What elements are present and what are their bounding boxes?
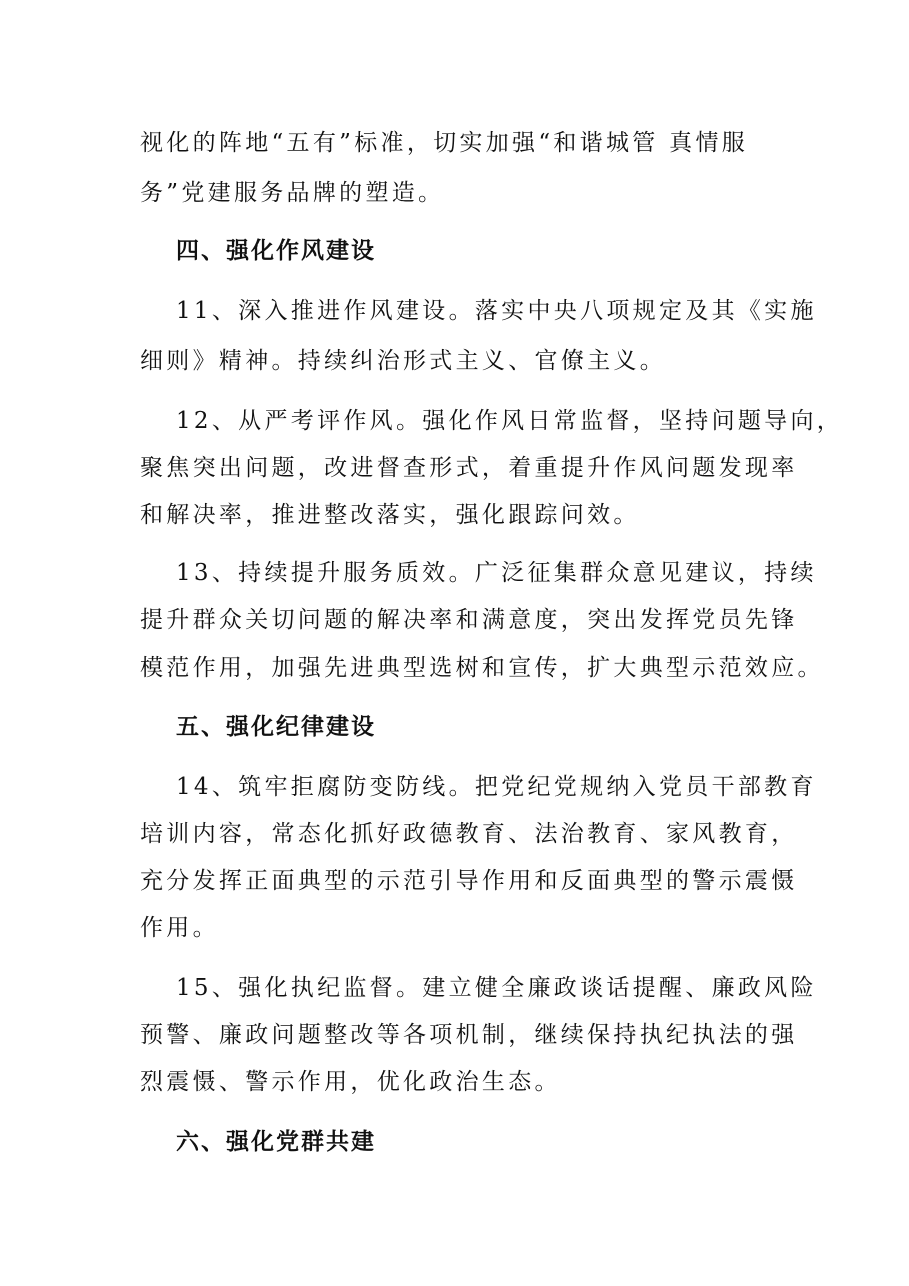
item-15-line-1: 15、强化执纪监督。建立健全廉政谈话提醒、廉政风险 [176, 975, 817, 1001]
item-15-line-3: 烈震慑、警示作用，优化政治生态。 [140, 1069, 561, 1095]
paragraph-intro-line-1: 视化的阵地“五有”标准，切实加强“和谐城管 真情服 [140, 130, 749, 156]
item-13-line-1: 13、持续提升服务质效。广泛征集群众意见建议，持续 [176, 560, 817, 586]
item-12-line-1: 12、从严考评作风。强化作风日常监督，坚持问题导向， [176, 408, 844, 434]
section-heading-5: 五、强化纪律建设 [176, 714, 376, 740]
item-15-line-2: 预警、廉政问题整改等各项机制，继续保持执纪执法的强 [140, 1022, 798, 1048]
item-11-line-1: 11、深入推进作风建设。落实中央八项规定及其《实施 [176, 298, 817, 324]
section-heading-4: 四、强化作风建设 [176, 238, 376, 264]
item-13-line-2: 提升群众关切问题的解决率和满意度，突出发挥党员先锋 [140, 607, 798, 633]
paragraph-intro-line-2: 务”党建服务品牌的塑造。 [140, 180, 445, 206]
item-13-line-3: 模范作用，加强先进典型选树和宣传，扩大典型示范效应。 [140, 655, 824, 681]
item-12-line-2: 聚焦突出问题，改进督查形式，着重提升作风问题发现率 [140, 455, 798, 481]
section-heading-6: 六、强化党群共建 [176, 1129, 376, 1155]
item-14-line-3: 充分发挥正面典型的示范引导作用和反面典型的警示震慑 [140, 868, 798, 894]
item-12-line-3: 和解决率，推进整改落实，强化跟踪问效。 [140, 502, 640, 528]
item-11-line-2: 细则》精神。持续纠治形式主义、官僚主义。 [140, 348, 666, 374]
item-14-line-2: 培训内容，常态化抓好政德教育、法治教育、家风教育， [140, 821, 798, 847]
item-14-line-1: 14、筑牢拒腐防变防线。把党纪党规纳入党员干部教育 [176, 774, 817, 800]
item-14-line-4: 作用。 [140, 915, 219, 941]
